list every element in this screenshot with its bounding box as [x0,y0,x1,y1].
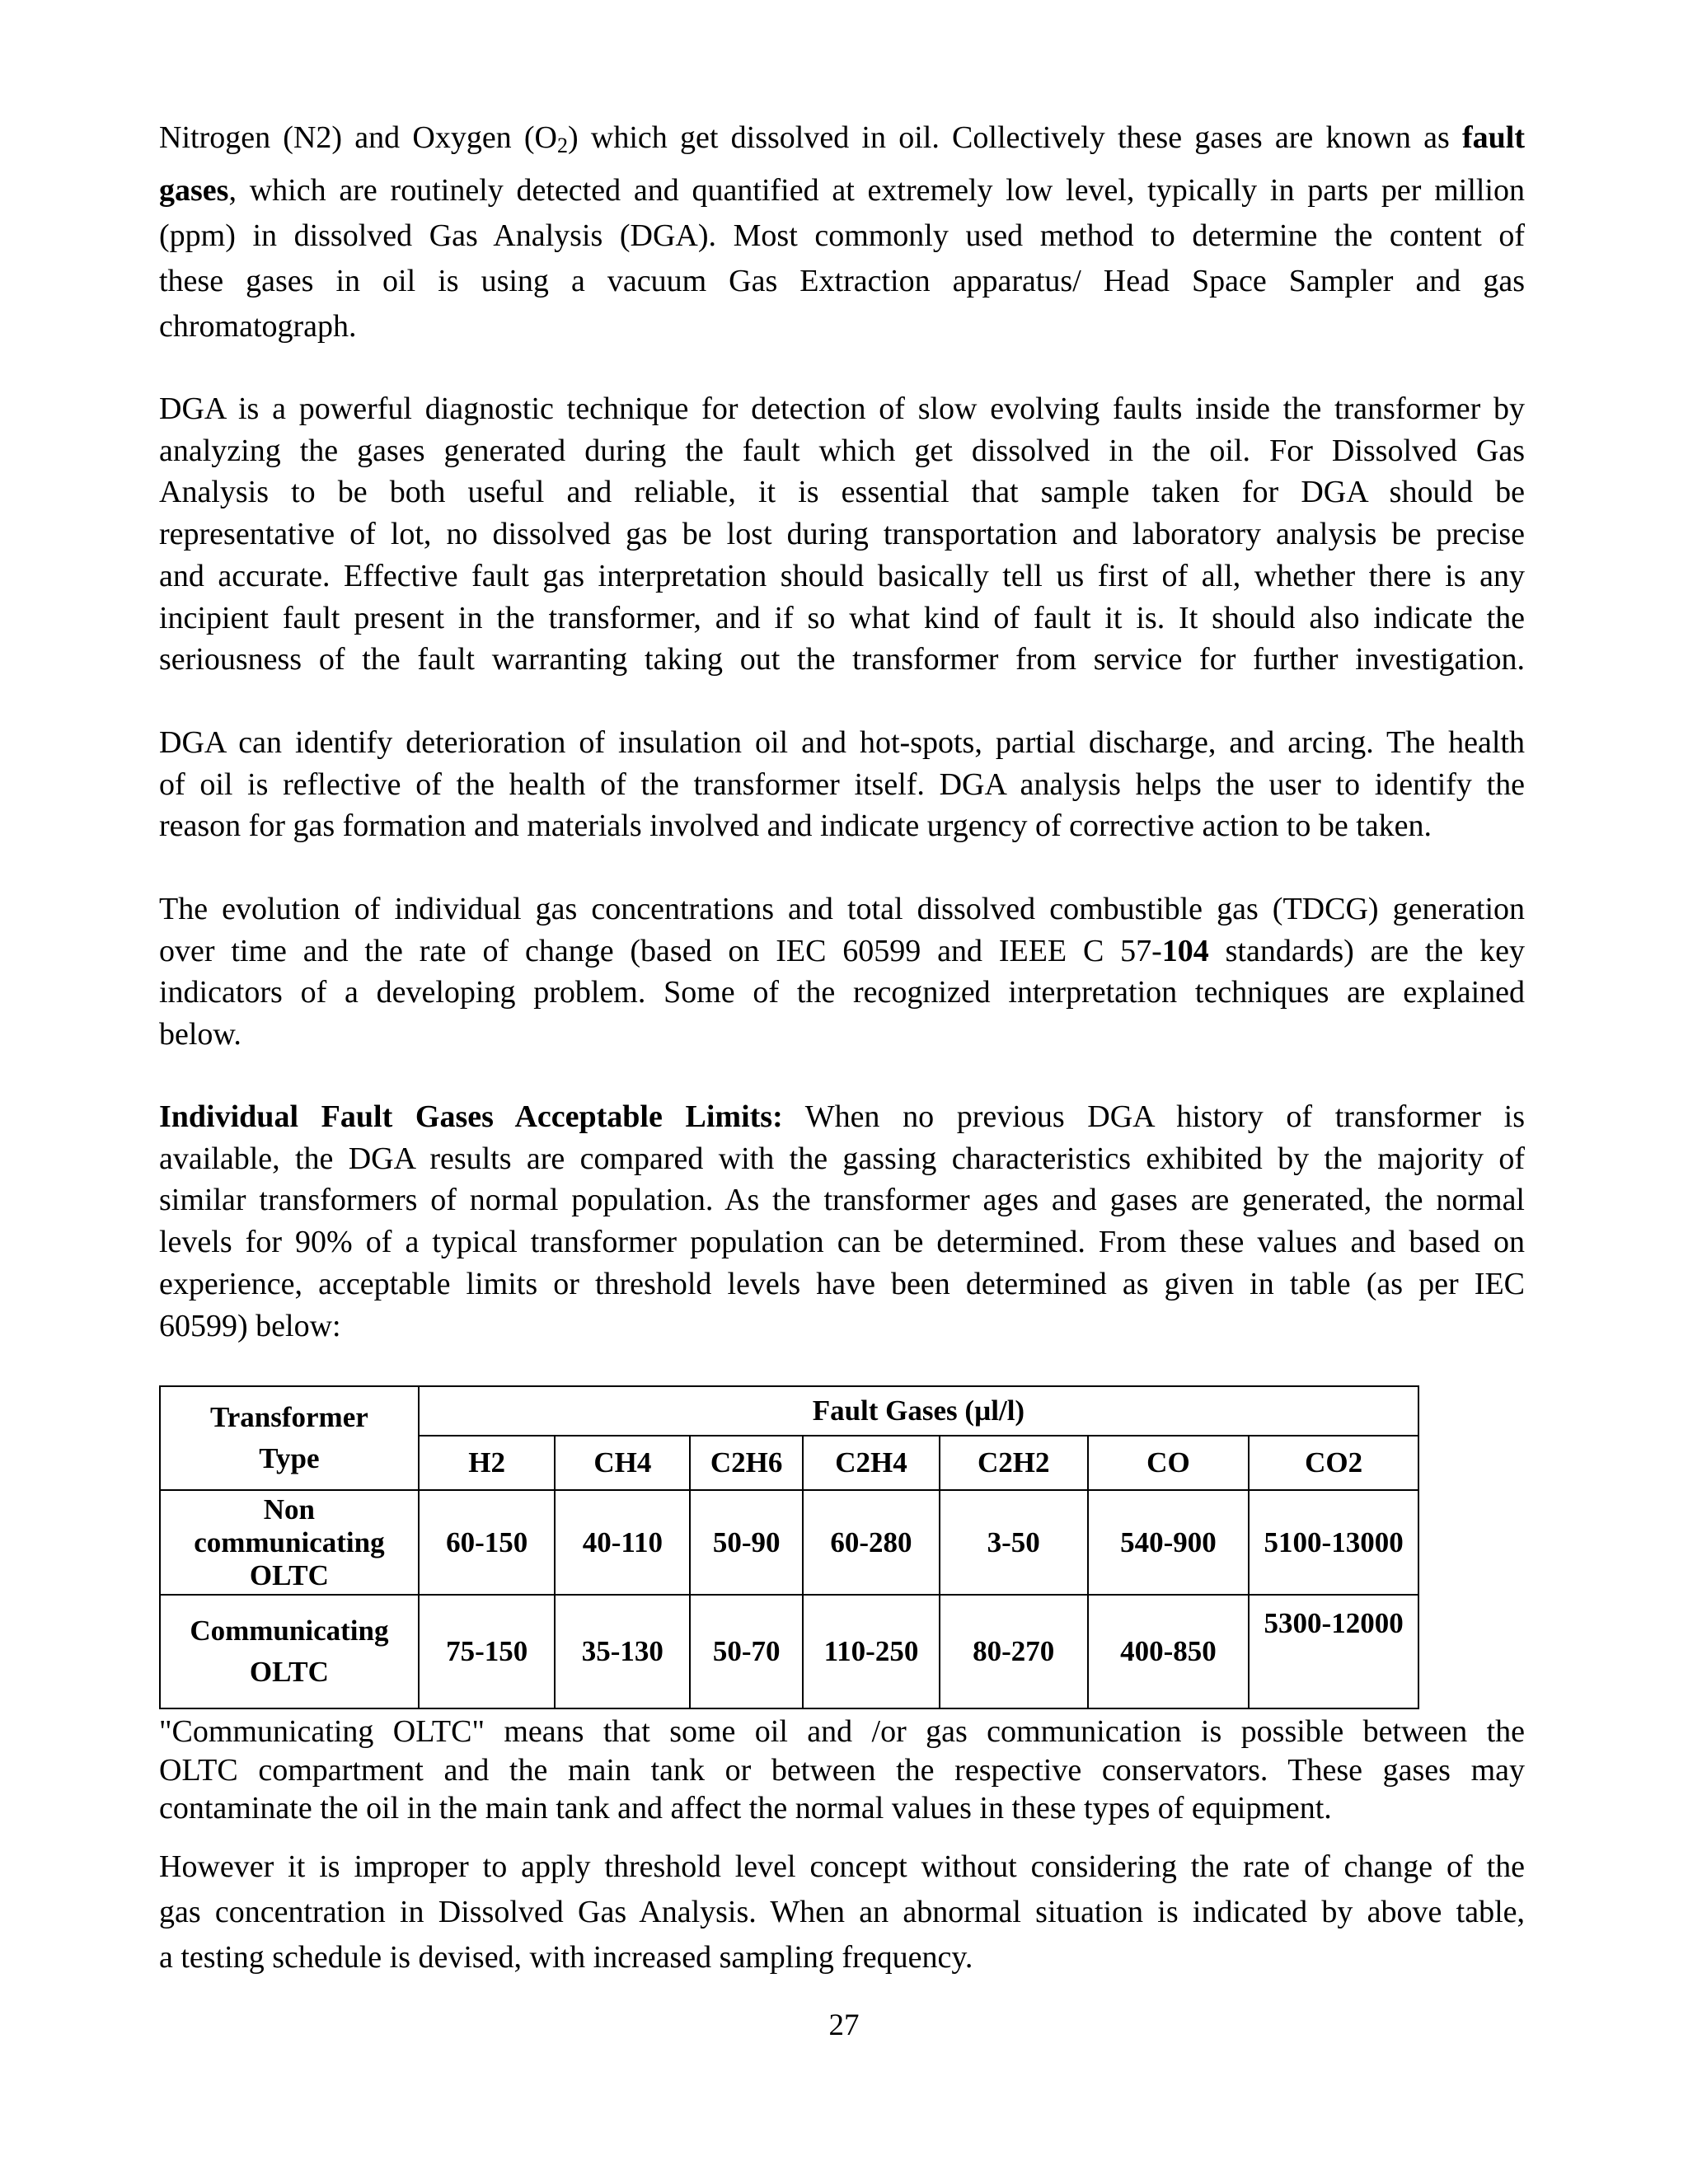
table-cell: 400-850 [1088,1595,1250,1708]
paragraph-fault-gases [159,115,1525,349]
table-cell: 75-150 [419,1595,556,1708]
paragraph-tdcg-evolution [159,888,1525,1056]
paragraph-dga-identify [159,722,1525,847]
text-line: these gases in oil is using a vacuum Gas Extraction apparatus/ Head Space Sampler and gas [159,264,1525,298]
text-line: (ppm) in dissolved Gas Analysis (DGA). Most commonly used method to determine the content of [159,218,1525,253]
table-row [160,1490,1418,1595]
table-cell: 50-90 [690,1490,803,1595]
text-line: available, the DGA results are compared with the gassing characteristics exhibited by the majority of [159,1141,1525,1176]
row-label: Non communicating OLTC [160,1490,419,1595]
paragraph-threshold-concept [159,1844,1525,1980]
paragraph-communicating-oltc [159,1713,1525,1828]
table-cell: 60-150 [419,1490,556,1595]
table-cell: 40-110 [555,1490,690,1595]
column-header: H2 [419,1436,556,1490]
text-line: analyzing the gases generated during the fault which get dissolved in the oil. For Dissolved Gas [159,433,1525,468]
table-cell: 3-50 [940,1490,1088,1595]
table-cell: 60-280 [803,1490,940,1595]
text-line: DGA is a powerful diagnostic technique for detection of slow evolving faults inside the transformer by [159,391,1525,426]
text-line: gases, which are routinely detected and quantified at extremely low level, typically in parts per million [159,173,1525,208]
table-cell: 5300-12000 [1249,1595,1418,1708]
text-line: a testing schedule is devised, with increased sampling frequency. [159,1940,973,1975]
table-cell: 35-130 [555,1595,690,1708]
text-line: "Communicating OLTC" means that some oil and /or gas communication is possible between the [159,1714,1525,1749]
row-label: Communicating OLTC [160,1595,419,1708]
text-line: similar transformers of normal population. As the transformer ages and gases are generated, the normal [159,1183,1525,1218]
text-line: DGA can identify deterioration of insulation oil and hot-spots, partial discharge, and arcing. The health [159,725,1525,760]
text-line: 60599) below: [159,1308,341,1343]
table-cell: 80-270 [940,1595,1088,1708]
text-line: seriousness of the fault warranting taking out the transformer from service for further investigation. [159,642,1525,677]
page-number: 27 [828,2008,860,2042]
text-line: Individual Fault Gases Acceptable Limits: When no previous DGA history of transformer is [159,1099,1525,1134]
paragraph-dga-diagnostic [159,388,1525,681]
table-row [160,1595,1418,1708]
text-line: of oil is reflective of the health of the transformer itself. DGA analysis helps the user to identify the [159,766,1525,802]
text-line: indicators of a developing problem. Some of the recognized interpretation techniques are explained [159,975,1525,1010]
paragraph-acceptable-limits [159,1096,1525,1347]
column-header: C2H2 [940,1436,1088,1490]
text-line: Nitrogen (N2) and Oxygen $(O_2)$ which get dissolved in oil. Collectively these gases are known as fault [159,120,1525,157]
table-cell: 5100-13000 [1249,1490,1418,1595]
column-header: CO2 [1249,1436,1418,1490]
table-cell: 50-70 [690,1595,803,1708]
table-cell: 110-250 [803,1595,940,1708]
text-line: and accurate. Effective fault gas interpretation should basically tell us first of all, whether there is any [159,558,1525,593]
text-line: gas concentration in Dissolved Gas Analysis. When an abnormal situation is indicated by above table, [159,1895,1525,1929]
text-line: below. [159,1017,241,1052]
column-header: C2H4 [803,1436,940,1490]
text-line: levels for 90% of a typical transformer population can be determined. From these values and based on [159,1225,1525,1260]
text-line: incipient fault present in the transformer, and if so what kind of fault it is. It should also indicate the [159,600,1525,635]
transformer-type-header: Transformer Type [160,1386,419,1490]
column-header: CO [1088,1436,1250,1490]
text-line: Analysis to be both useful and reliable, it is essential that sample taken for DGA should be [159,475,1525,510]
column-header: CH4 [555,1436,690,1490]
fault-gases-group-header: Fault Gases (µl/l) [419,1386,1418,1436]
text-line: reason for gas formation and materials involved and indicate urgency of corrective action to be taken. [159,808,1432,844]
text-line: OLTC compartment and the main tank or between the respective conservators. These gases may [159,1752,1525,1788]
text-line: representative of lot, no dissolved gas be lost during transportation and laboratory analysis be precise [159,517,1525,552]
text-line: However it is improper to apply threshold level concept without considering the rate of change of the [159,1849,1525,1884]
text-line: contaminate the oil in the main tank and affect the normal values in these types of equipment. [159,1791,1332,1825]
text-line: over time and the rate of change (based on IEC 60599 and IEEE C 57-104 standards) are the key [159,933,1525,968]
text-line: The evolution of individual gas concentrations and total dissolved combustible gas (TDCG) generation [159,892,1525,926]
text-line: experience, acceptable limits or threshold levels have been determined as given in table (as per IEC [159,1266,1525,1301]
text-line: chromatograph. [159,309,357,344]
table-cell: 540-900 [1088,1490,1250,1595]
table-header-row [160,1386,1418,1436]
section-heading: Individual Fault Gases Acceptable Limits: [159,1099,783,1134]
column-header: C2H6 [690,1436,803,1490]
fault-gases-table [159,1385,1419,1709]
